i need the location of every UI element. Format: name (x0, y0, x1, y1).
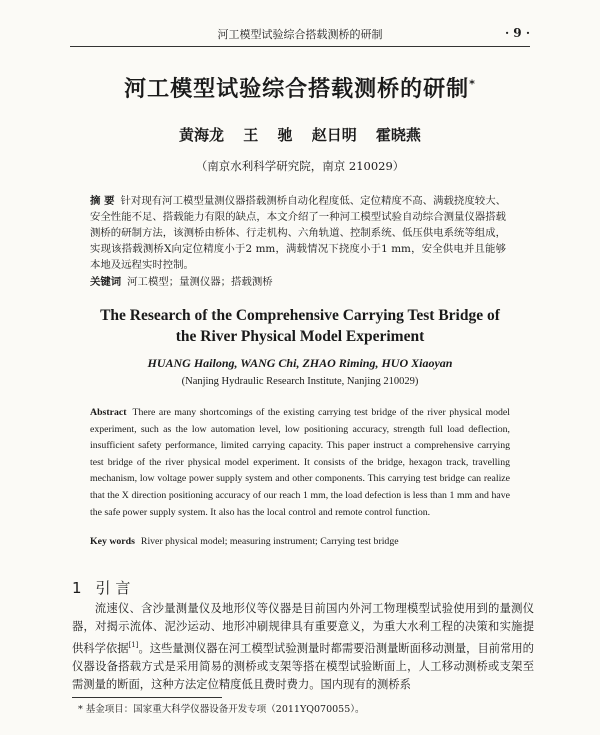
abstract-en (90, 405, 510, 521)
footnote-rule (72, 697, 222, 698)
page-number: · 9 · (504, 26, 530, 40)
title-en-line: the River Physical Model Experiment (175, 328, 425, 345)
title-cn-text: 河工模型试验综合搭载测桥的研制 (124, 77, 470, 102)
keywords-cn-text: 河工模型；量测仪器；搭载测桥 (127, 276, 273, 288)
affiliation-en: (Nanjing Hydraulic Research Institute, Nanjing 210029) (181, 376, 419, 387)
section-heading (72, 577, 130, 598)
abstract-cn-text: 针对现有河工模型量测仪器搭载测桥自动化程度低、定位精度不高、满载挠度较大、安全性能不足、搭载能力有限的缺点，本文介绍了一种河工模型试验自动综合测量仪器搭载测桥的研制方法，该测桥由桥体、行走机构、六角轨道、控制系统、低压供电系统等组成，实现该搭载测桥X向定位精度小于2 mm，满载情况下挠度小于1 mm，安全供电并且能够本地及远程实时控制。 (90, 195, 507, 271)
section-title: 引 言 (95, 579, 131, 597)
citation: [1] (128, 641, 139, 649)
authors-cn: 黄海龙 王 驰 赵日明 霍晓燕 (179, 126, 421, 144)
keywords-en-text: River physical model; measuring instrument; Carrying test bridge (140, 536, 399, 547)
title-footnote-mark: * (469, 77, 476, 91)
affiliation-cn: （南京水利科学研究院，南京 210029） (195, 159, 405, 173)
keywords-cn-label: 关键词 (90, 276, 122, 288)
abstract-cn (90, 193, 506, 273)
abstract-en-label: Abstract (90, 407, 127, 418)
body-paragraph (72, 600, 534, 694)
running-head-title: 河工模型试验综合搭载测桥的研制 (217, 28, 383, 41)
abstract-cn-label: 摘 要 (90, 195, 115, 207)
title-cn (0, 72, 600, 103)
title-en-line: The Research of the Comprehensive Carrying Test Bridge of (100, 307, 500, 324)
footnote: * 基金项目：国家重大科学仪器设备开发专项（2011YQ070055）。 (78, 704, 365, 715)
title-en (0, 305, 600, 347)
body-text: 流速仪、含沙量测量仪及地形仪等仪器是目前国内外河工物理模型试验使用到的量测仪器，对揭示流体、泥沙运动、地形冲刷规律具有重要意义，为重大水利工程的决策和实施提供科学依据 (72, 602, 534, 655)
running-head (70, 26, 530, 47)
keywords-en (90, 536, 510, 547)
keywords-en-label: Key words (90, 536, 135, 547)
keywords-cn (90, 273, 506, 288)
authors-en: HUANG Hailong, WANG Chi, ZHAO Riming, HUO Xiaoyan (147, 356, 453, 370)
abstract-en-text: There are many shortcomings of the existing carrying test bridge of the river physical model experiment, such as the low automation level, low positioning accuracy, strength full load deflection, insufficient safety performance, limited carrying capacity. This paper instruct a comprehensive carrying test bridge of the river physical model experiment. It consists of the bridge, hexagon track, travelling mechanism, low voltage power supply system and other components. This carrying test bridge can realize that the X direction positioning accuracy of our reach 1 mm, the load defection is less than 1 mm and have the safe power supply system. It also has the local control and remote control function. (90, 407, 510, 518)
body-text-cont: 。这些量测仪器在河工模型试验测量时都需要沿测量断面移动测量，目前常用的仪器设备搭载方式是采用简易的测桥或支架等搭在模型试验断面上，人工移动测桥或支架至需测量的断面，这种方法定位精度低且费时费力。国内现有的测桥系 (72, 641, 534, 691)
section-number: 1 (72, 579, 82, 597)
